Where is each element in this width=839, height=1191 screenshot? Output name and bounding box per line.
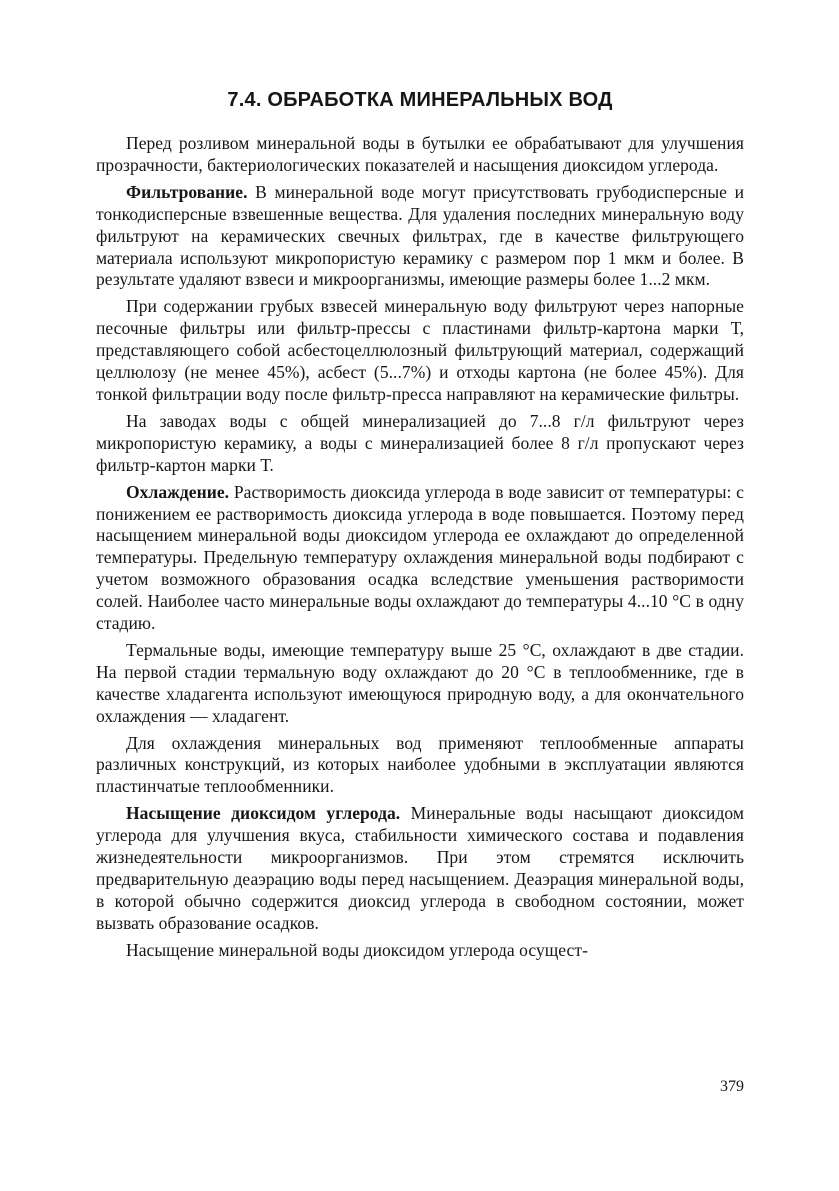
paragraph-text: В минеральной воде могут присутствовать грубодисперсные и тонкодисперсные взвешенные вещества. Для удаления последних минеральную воду фильтруют на керамических свечных фильтрах, где в качестве фильтрующего материала используют микропористую керамику с размером пор 1 мкм и более. В результате удаляют взвеси и микроорганизмы, имеющие размеры более 1...2 мкм. [96, 181, 744, 290]
paragraph-heat-exchangers [96, 733, 744, 799]
paragraph-coarse-suspensions [96, 296, 744, 406]
section-heading: 7.4. ОБРАБОТКА МИНЕРАЛЬНЫХ ВОД [227, 89, 613, 111]
page-body [96, 88, 744, 962]
paragraph-text: Растворимость диоксида углерода в воде зависит от температуры: с понижением ее растворимость диоксида углерода в воде повышается. Поэтому перед насыщением минеральной воды диоксидом углерода ее охлаждают до определенной температуры. Предельную температуру охлаждения минеральной воды подбирают с учетом возможного образования осадка вследствие уменьшения растворимости солей. Наиболее часто минеральные воды охлаждают до температуры 4...10 °С в одну стадию. [96, 481, 744, 634]
paragraph-intro [96, 133, 744, 177]
paragraph-filtration [96, 182, 744, 292]
run-in-heading: Фильтрование. [126, 181, 248, 202]
paragraph-text: Термальные воды, имеющие температуру выше 25 °С, охлаждают в две стадии. На первой стадии термальную воду охлаждают до 20 °С в теплообменнике, где в качестве хладагента используют имеющуюся природную воду, а для окончательного охлаждения — хладагент. [96, 639, 744, 726]
paragraph-mineralization [96, 411, 744, 477]
paragraph-cooling [96, 482, 744, 635]
paragraph-carbonation [96, 803, 744, 934]
paragraph-text: Минеральные воды насыщают диоксидом углерода для улучшения вкуса, стабильности химического состава и подавления жизнедеятельности микроорганизмов. При этом стремятся исключить предварительную деаэрацию воды перед насыщением. Деаэрация минеральной воды, в которой обычно содержится диоксид углерода в свободном состоянии, может вызвать образование осадков. [96, 803, 744, 933]
paragraph-text: Для охлаждения минеральных вод применяют теплообменные аппараты различных конструкций, из которых наиболее удобными в эксплуатации являются пластинчатые теплообменники. [96, 732, 744, 797]
paragraph-thermal-waters [96, 640, 744, 728]
paragraph-text: Насыщение минеральной воды диоксидом углерода осущест- [126, 939, 588, 960]
run-in-heading: Насыщение диоксидом углерода. [126, 803, 401, 824]
paragraph-text: На заводах воды с общей минерализацией до 7...8 г/л фильтруют через микропористую керамику, а воды с минерализацией более 8 г/л пропускают через фильтр-картон марки Т. [96, 410, 744, 475]
page-number: 379 [720, 1078, 744, 1095]
paragraph-text: Перед розливом минеральной воды в бутылки ее обрабатывают для улучшения прозрачности, бактериологических показателей и насыщения диоксидом углерода. [96, 133, 744, 175]
run-in-heading: Охлаждение. [126, 481, 230, 502]
paragraph-continued [96, 940, 744, 962]
paragraph-text: При содержании грубых взвесей минеральную воду фильтруют через напорные песочные фильтры или фильтр-прессы с пластинами фильтр-картона марки Т, представляющего собой асбестоцеллюлозный фильтрующий материал, содержащий целлюлозу (не менее 45%), асбест (5...7%) и отходы картона (не более 45%). Для тонкой фильтрации воду после фильтр-пресса направляют на керамические фильтры. [96, 296, 744, 404]
